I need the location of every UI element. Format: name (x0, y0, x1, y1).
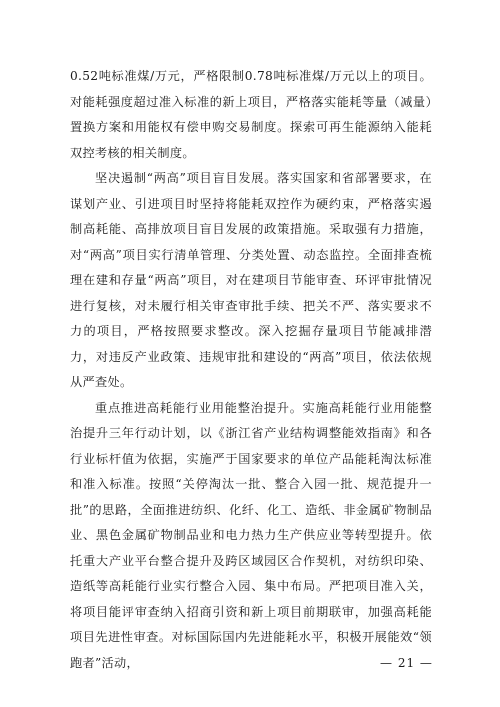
page-number: — 21 — (380, 656, 433, 670)
paragraph-energy-remediation: 重点推进高耗能行业用能整治提升。实施高耗能行业用能整治提升三年行动计划，以《浙江省产业结构调整能效指南》和各行业标杆值为依据，实施严于国家要求的单位产品能耗淘汰标准和准入标准。按照“关停淘汰一批、整合入园一批、规范提升一批”的思路，全面推进纺织、化纤、化工、造纸、非金属矿物制品业、黑色金属矿物制品业和电力热力生产供应业等转型提升。依托重大产业平台整合提升及跨区域园区合作契机，对纺织印染、造纸等高耗能行业实行整合入园、集中布局。严把项目准入关，将项目能评审查纳入招商引资和新上项目前期联审，加强高耗能项目先进性审查。对标国际国内先进能耗水平，积极开展能效“领跑者”活动， (70, 400, 432, 670)
body-text (70, 64, 432, 676)
paragraph-energy-standards: 0.52吨标准煤/万元，严格限制0.78吨标准煤/万元以上的项目。对能耗强度超过准入标准的新上项目，严格落实能耗等量（减量）置换方案和用能权有偿申购交易制度。探索可再生能源纳入能耗双控考核的相关制度。 (70, 69, 432, 160)
paragraph-curb-two-high-projects: 坚决遏制“两高”项目盲目发展。落实国家和省部署要求，在谋划产业、引进项目时坚持将能耗双控作为硬约束，严格落实遏制高耗能、高排放项目盲目发展的政策措施。采取强有力措施，对“两高”项目实行清单管理、分类处置、动态监控。全面排查梳理在建和存量“两高”项目，对在建项目节能审查、环评审批情况进行复核，对未履行相关审查审批手续、把关不严、落实要求不力的项目，严格按照要求整改。深入挖掘存量项目节能减排潜力，对违反产业政策、违规审批和建设的“两高”项目，依法依规从严查处。 (70, 171, 432, 389)
